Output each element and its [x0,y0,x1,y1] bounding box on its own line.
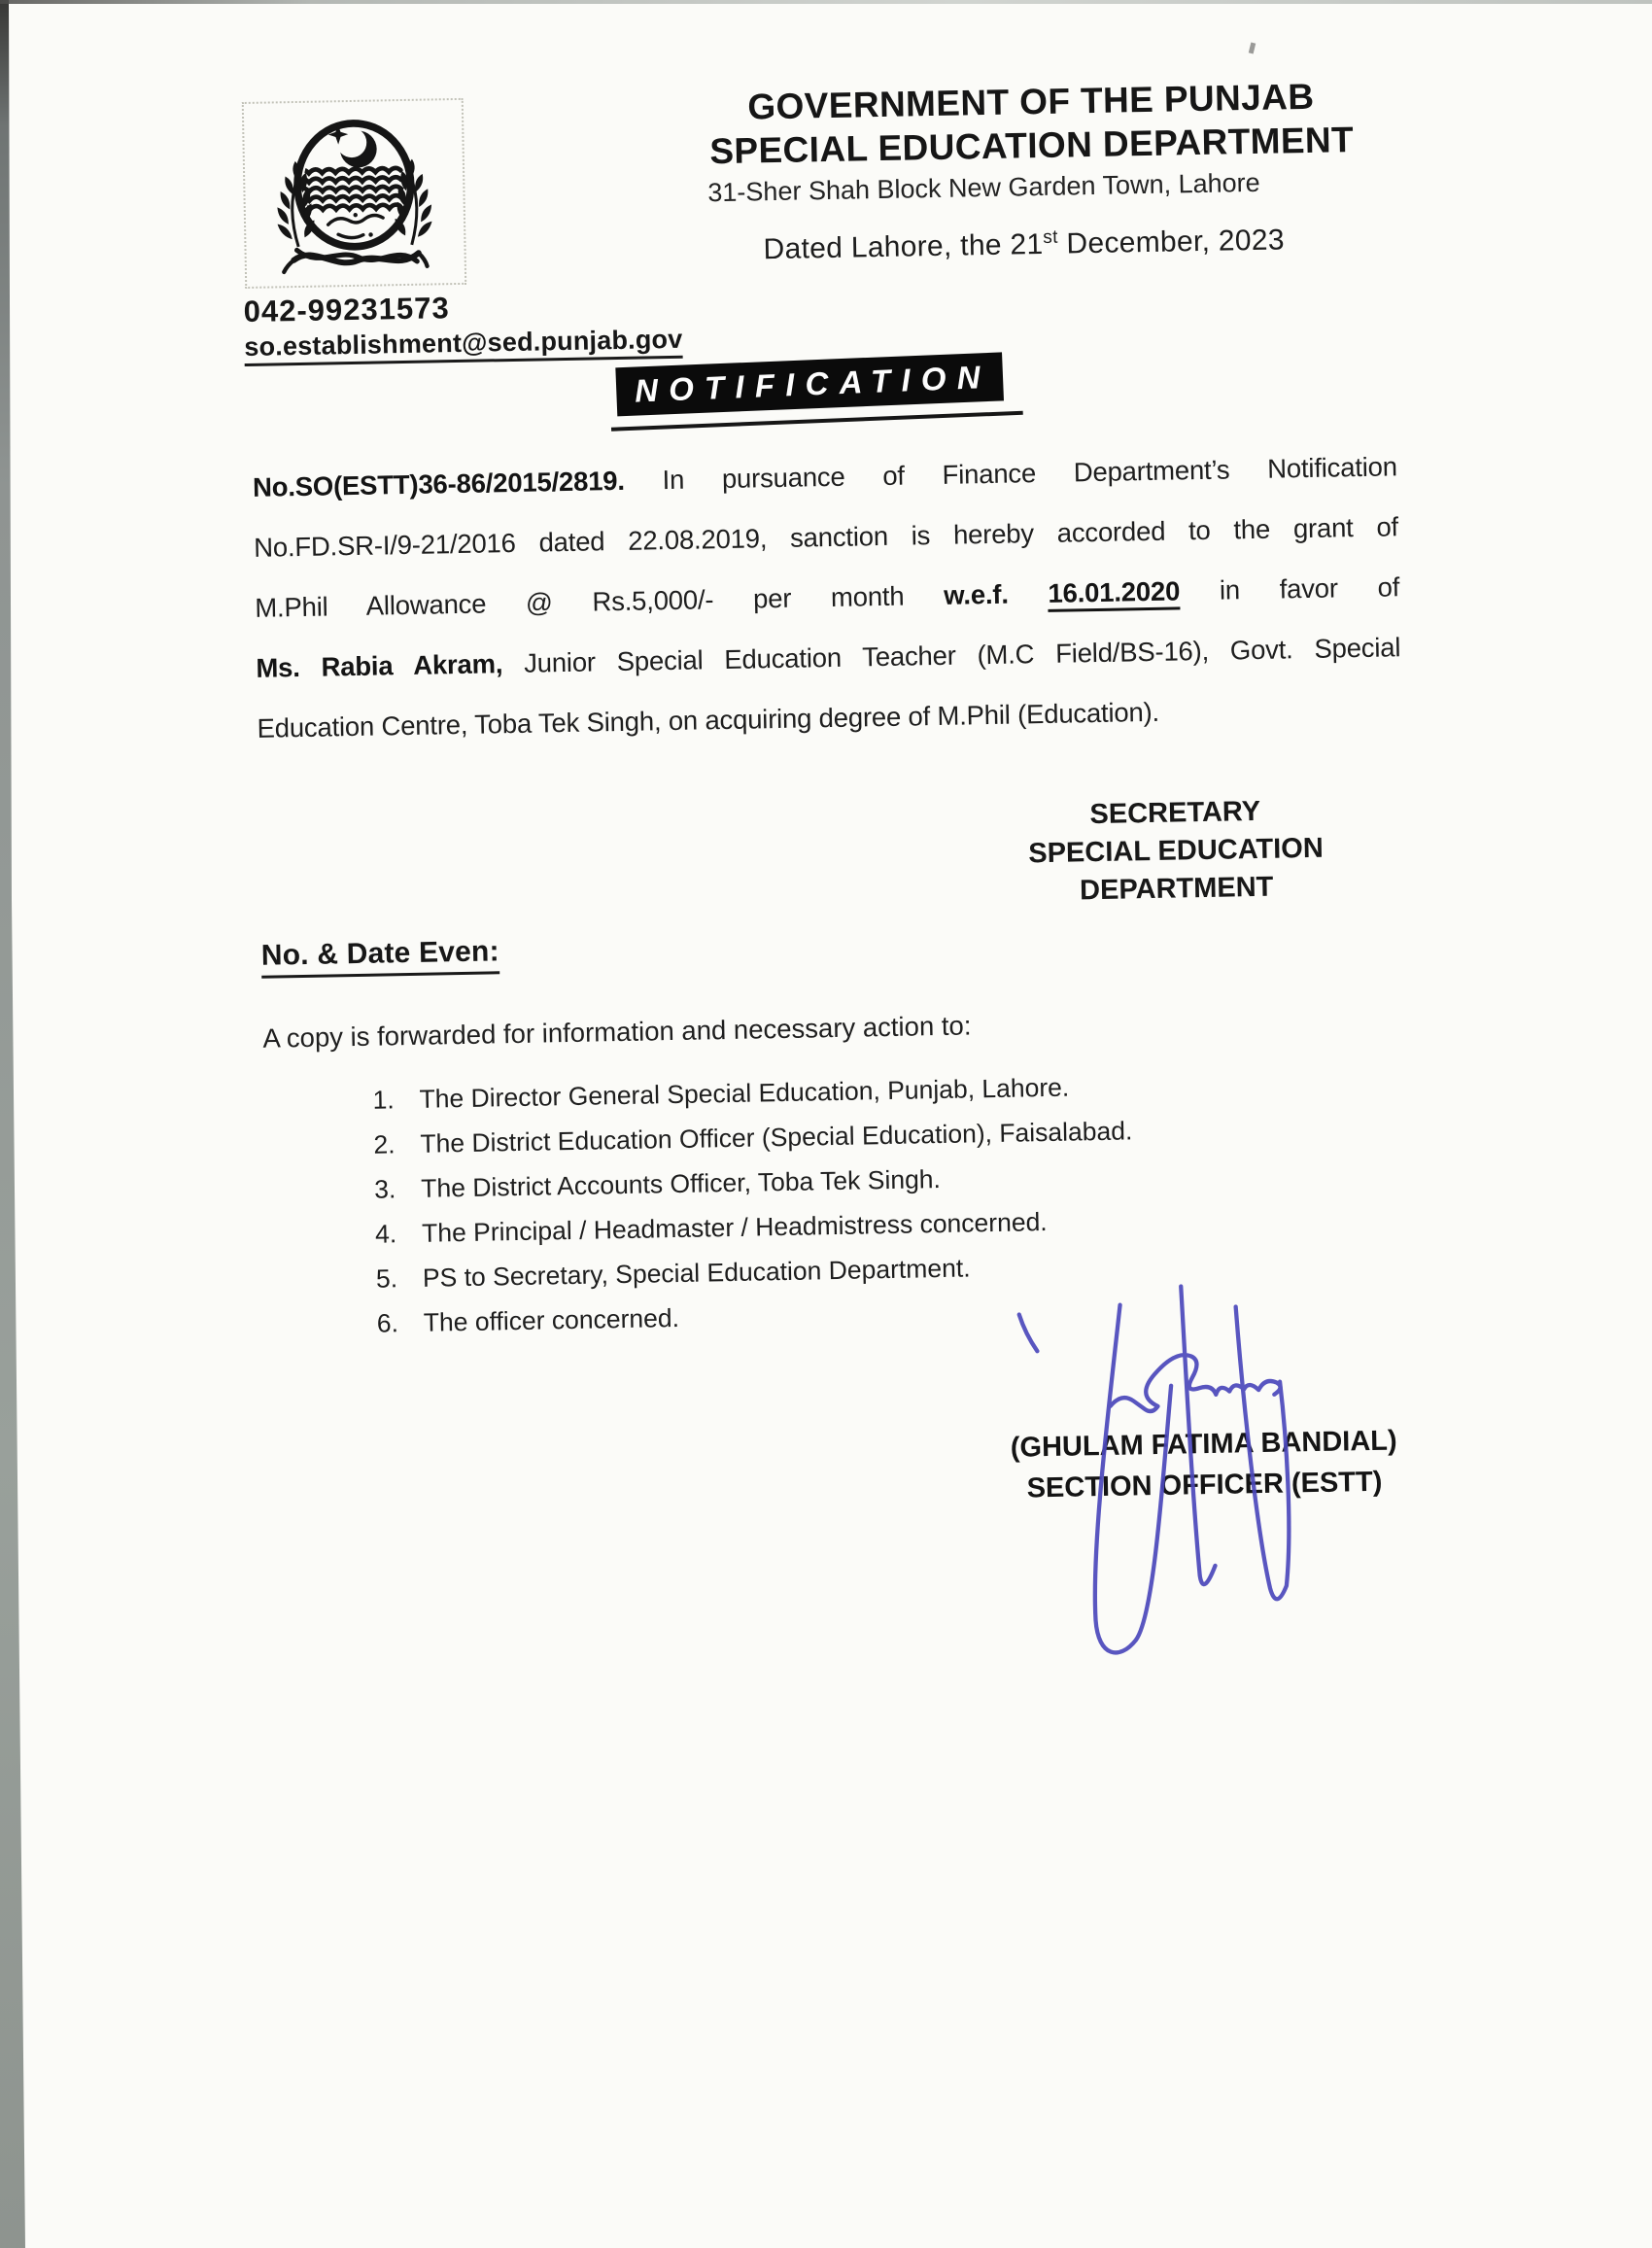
phone-number: 042-99231573 [243,291,450,329]
date-line [763,223,1285,266]
body-text-segment: Education Centre, Toba Tek Singh, on acquiring degree of M.Phil (Education). [257,696,1160,744]
distribution-list [372,1067,1349,1353]
effective-date: 16.01.2020 [1048,575,1180,611]
date-ordinal: st [1043,226,1058,248]
wef-label: w.e.f. [943,578,1010,610]
notification-title-bar [615,352,1004,416]
list-item [374,1157,1346,1204]
list-item [372,1067,1344,1115]
list-item [373,1112,1345,1159]
org-address: 31-Sher Shah Block New Garden Town, Lahore [707,167,1260,208]
date-suffix: December, 2023 [1057,224,1286,260]
logo-box [242,98,466,289]
body-text-segment: Junior Special Education Teacher (M.C Field/BS-16), Govt. Special [523,632,1401,678]
list-item [375,1201,1347,1249]
punjab-government-emblem-icon [250,104,459,283]
notification-title: NOTIFICATION [634,358,992,409]
email-address: so.establishment@sed.punjab.gov [244,325,683,366]
list-item [376,1246,1348,1294]
signoff-line: SECRETARY [1089,795,1261,831]
list-item-text: The Principal / Headmaster / Headmistress concerned. [421,1207,1048,1248]
list-item [377,1291,1349,1338]
teacher-name: Ms. Rabia Akram, [256,648,503,683]
body-text-segment: In pursuance of Finance Department’s Notification [662,451,1398,496]
letterhead-org-block [652,73,1412,210]
list-item-text: The Director General Special Education, Punjab, Lahore. [419,1072,1070,1114]
list-item-text: The officer concerned. [423,1302,680,1337]
scanner-edge-top [0,0,1652,4]
list-item-text: The District Accounts Officer, Toba Tek Singh. [420,1164,942,1203]
body-text-segment: in favor of [1219,571,1400,605]
signoff-line: DEPARTMENT [1079,871,1274,907]
list-item-number: 5. [375,1263,398,1294]
signatory-title: SECTION OFFICER (ESTT) [1026,1466,1383,1504]
list-item-number: 2. [373,1129,396,1159]
signatory-block [978,1420,1430,1510]
list-item-number: 4. [374,1219,397,1249]
list-item-number: 1. [372,1085,395,1115]
notification-body [252,436,1401,759]
distribution-intro: A copy is forwarded for information and necessary action to: [262,1010,972,1054]
signoff-line: SPECIAL EDUCATION [1028,832,1325,870]
list-item-text: The District Education Officer (Special Education), Faisalabad. [420,1116,1133,1159]
org-name-line1: GOVERNMENT OF THE PUNJAB [746,76,1315,127]
list-item-number: 3. [373,1174,396,1204]
distribution-heading: No. & Date Even: [261,935,500,978]
reference-number: No.SO(ESTT)36-86/2015/2819. [252,465,626,502]
body-text-segment: M.Phil Allowance @ Rs.5,000/- per month [255,580,905,623]
list-item-number: 6. [376,1308,399,1338]
signatory-name: (GHULAM FATIMA BANDIAL) [1010,1425,1397,1464]
body-text-segment: No.FD.SR-I/9-21/2016 dated 22.08.2019, sanction is hereby accorded to the grant of [253,511,1399,563]
org-name-line2: SPECIAL EDUCATION DEPARTMENT [708,120,1355,172]
date-prefix: Dated Lahore, the 21 [763,227,1044,266]
signoff-block [976,791,1376,912]
list-item-text: PS to Secretary, Special Education Department. [422,1253,971,1293]
